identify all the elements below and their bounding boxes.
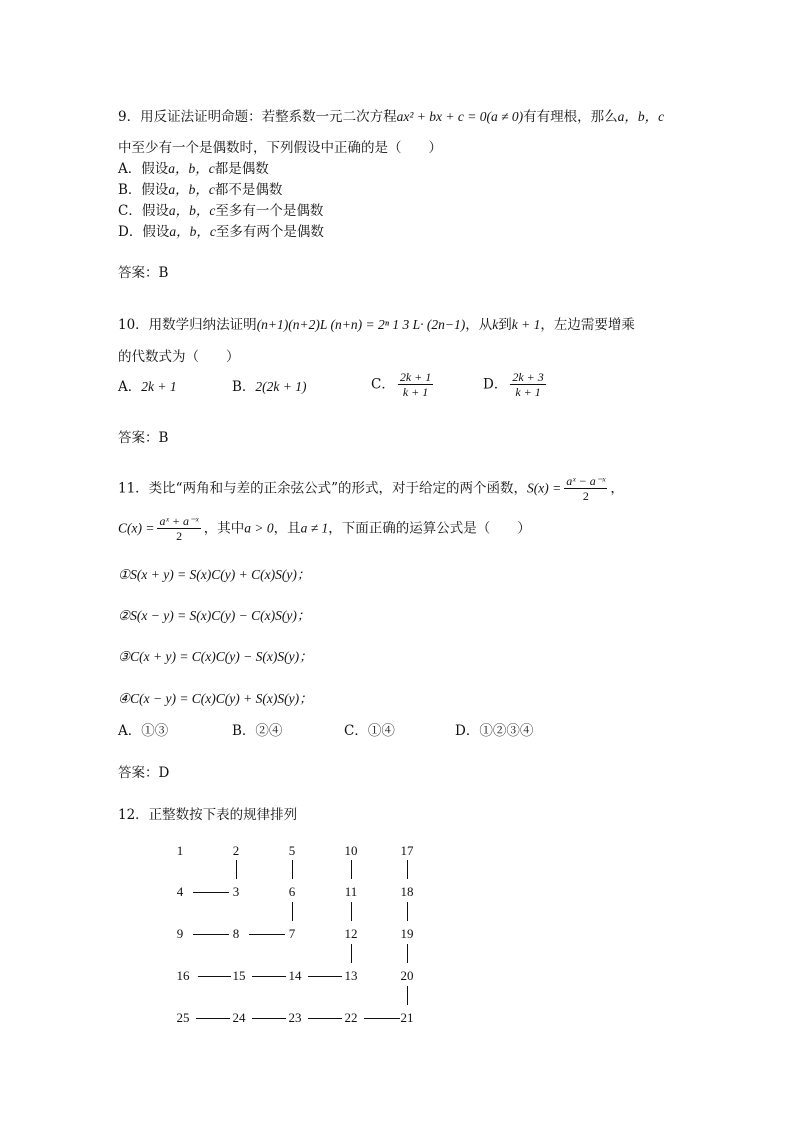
q11-option-b: B．②④ xyxy=(232,723,283,739)
connector-line xyxy=(252,976,286,977)
grid-cell: 2 xyxy=(232,843,240,858)
grid-cell: 16 xyxy=(176,968,190,983)
grid-cell: 21 xyxy=(400,1010,414,1025)
q9-stem-line1 xyxy=(118,108,664,126)
q11-formula-4: ④C(x − y) = C(x)C(y) + S(x)S(y)； xyxy=(118,691,313,706)
connector-line xyxy=(308,976,342,977)
connector-line xyxy=(292,860,293,879)
grid-cell: 18 xyxy=(400,884,414,899)
connector-line xyxy=(292,902,293,921)
connector-line xyxy=(252,1018,286,1019)
q9-answer: 答案：B xyxy=(118,265,169,281)
connector-line xyxy=(308,1018,342,1019)
connector-line xyxy=(193,892,229,893)
q10-stem-line2: 的代数式为（ ） xyxy=(118,349,240,365)
grid-cell: 12 xyxy=(344,926,358,941)
q11-stem-line2: C(x) = $\frac{\text{aˣ + a⁻ˣ}}{2}$ ，其中a > 0，且a ≠ 1，下面正确的运算公式是（ ） xyxy=(118,514,531,543)
connector-line xyxy=(407,986,408,1005)
grid-cell: 3 xyxy=(232,884,240,899)
connector-line xyxy=(193,934,229,935)
q12-stem: 12．正整数按下表的规律排列 xyxy=(118,807,298,823)
q9-vars: a，b，c xyxy=(617,109,665,124)
grid-cell: 6 xyxy=(288,884,296,899)
connector-line xyxy=(364,1018,400,1019)
grid-cell: 10 xyxy=(344,843,358,858)
grid-cell: 14 xyxy=(288,968,302,983)
connector-line xyxy=(249,934,285,935)
q11-formula-1: ①S(x + y) = S(x)C(y) + C(x)S(y)； xyxy=(118,567,311,582)
grid-cell: 4 xyxy=(176,884,184,899)
grid-cell: 20 xyxy=(400,968,414,983)
q9-option-b: B．假设a，b，c都不是偶数 xyxy=(118,182,283,198)
connector-line xyxy=(407,902,408,921)
q10-answer: 答案：B xyxy=(118,430,169,446)
grid-cell: 25 xyxy=(176,1010,190,1025)
grid-cell: 8 xyxy=(232,926,240,941)
grid-cell: 1 xyxy=(176,843,184,858)
q9-equation: ax² + bx + c = 0(a ≠ 0) xyxy=(396,109,524,124)
q11-answer: 答案：D xyxy=(118,765,170,781)
q11-formula-2: ②S(x − y) = S(x)C(y) − C(x)S(y)； xyxy=(118,608,311,623)
q11-S-def: S(x) = xyxy=(526,480,562,496)
q10-option-a: A．2k + 1 xyxy=(118,379,177,395)
q11-option-a: A．①③ xyxy=(118,723,169,739)
grid-cell: 19 xyxy=(400,926,414,941)
connector-line xyxy=(351,902,352,921)
grid-cell: 23 xyxy=(288,1010,302,1025)
connector-line xyxy=(351,860,352,879)
q10-stem-line1: 10．用数学归纳法证明(n+1)(n+2)L (n+n) = 2ⁿ 1 3 L· (2n−1)，从k到k + 1，左边需要增乘 xyxy=(118,317,635,333)
grid-cell: 22 xyxy=(344,1010,358,1025)
grid-cell: 15 xyxy=(232,968,246,983)
grid-cell: 7 xyxy=(288,926,296,941)
connector-line xyxy=(196,1018,230,1019)
connector-line xyxy=(236,860,237,879)
q9-option-d: D．假设a，b，c至多有两个是偶数 xyxy=(118,224,324,240)
connector-line xyxy=(198,976,231,977)
q9-stem-line2: 中至少有一个是偶数时，下列假设中正确的是（ ） xyxy=(118,140,442,156)
q10-option-b: B．2(2k + 1) xyxy=(232,379,307,395)
connector-line xyxy=(351,944,352,963)
q11-option-d: D．①②③④ xyxy=(455,723,534,739)
q10-formula: (n+1)(n+2)L (n+n) = 2ⁿ 1 3 L· (2n−1) xyxy=(256,317,466,332)
q9-stem-suffix: 有有理根，那么 xyxy=(523,109,618,125)
q11-C-def: C(x) = xyxy=(118,520,155,536)
grid-cell: 5 xyxy=(288,843,296,858)
grid-cell: 17 xyxy=(400,843,414,858)
q10-options xyxy=(118,370,678,406)
q11-formula-3: ③C(x + y) = C(x)C(y) − S(x)S(y)； xyxy=(118,649,313,664)
q11-options xyxy=(118,722,678,742)
q11-stem-line1: 11．类比“两角和与差的正余弦公式”的形式，对于给定的两个函数，S(x) = $\frac{\text{aˣ − a⁻ˣ}}{2}$ ， xyxy=(118,474,624,503)
q9-stem-prefix: 9．用反证法证明命题：若整系数一元二次方程 xyxy=(118,109,397,125)
q11-option-c: C．①④ xyxy=(344,723,395,739)
grid-cell: 24 xyxy=(232,1010,246,1025)
q10-option-d: D． $\frac{2k + 3}{k + 1}$ xyxy=(483,370,544,399)
grid-cell: 9 xyxy=(176,926,184,941)
q10-option-c: C． $\frac{2k + 1}{k + 1}$ xyxy=(371,370,432,399)
connector-line xyxy=(407,944,408,963)
q9-option-c: C．假设a，b，c至多有一个是偶数 xyxy=(118,203,324,219)
connector-line xyxy=(407,860,408,879)
grid-cell: 13 xyxy=(344,968,358,983)
q9-option-a: A．假设a，b，c都是偶数 xyxy=(118,161,269,177)
grid-cell: 11 xyxy=(344,884,358,899)
